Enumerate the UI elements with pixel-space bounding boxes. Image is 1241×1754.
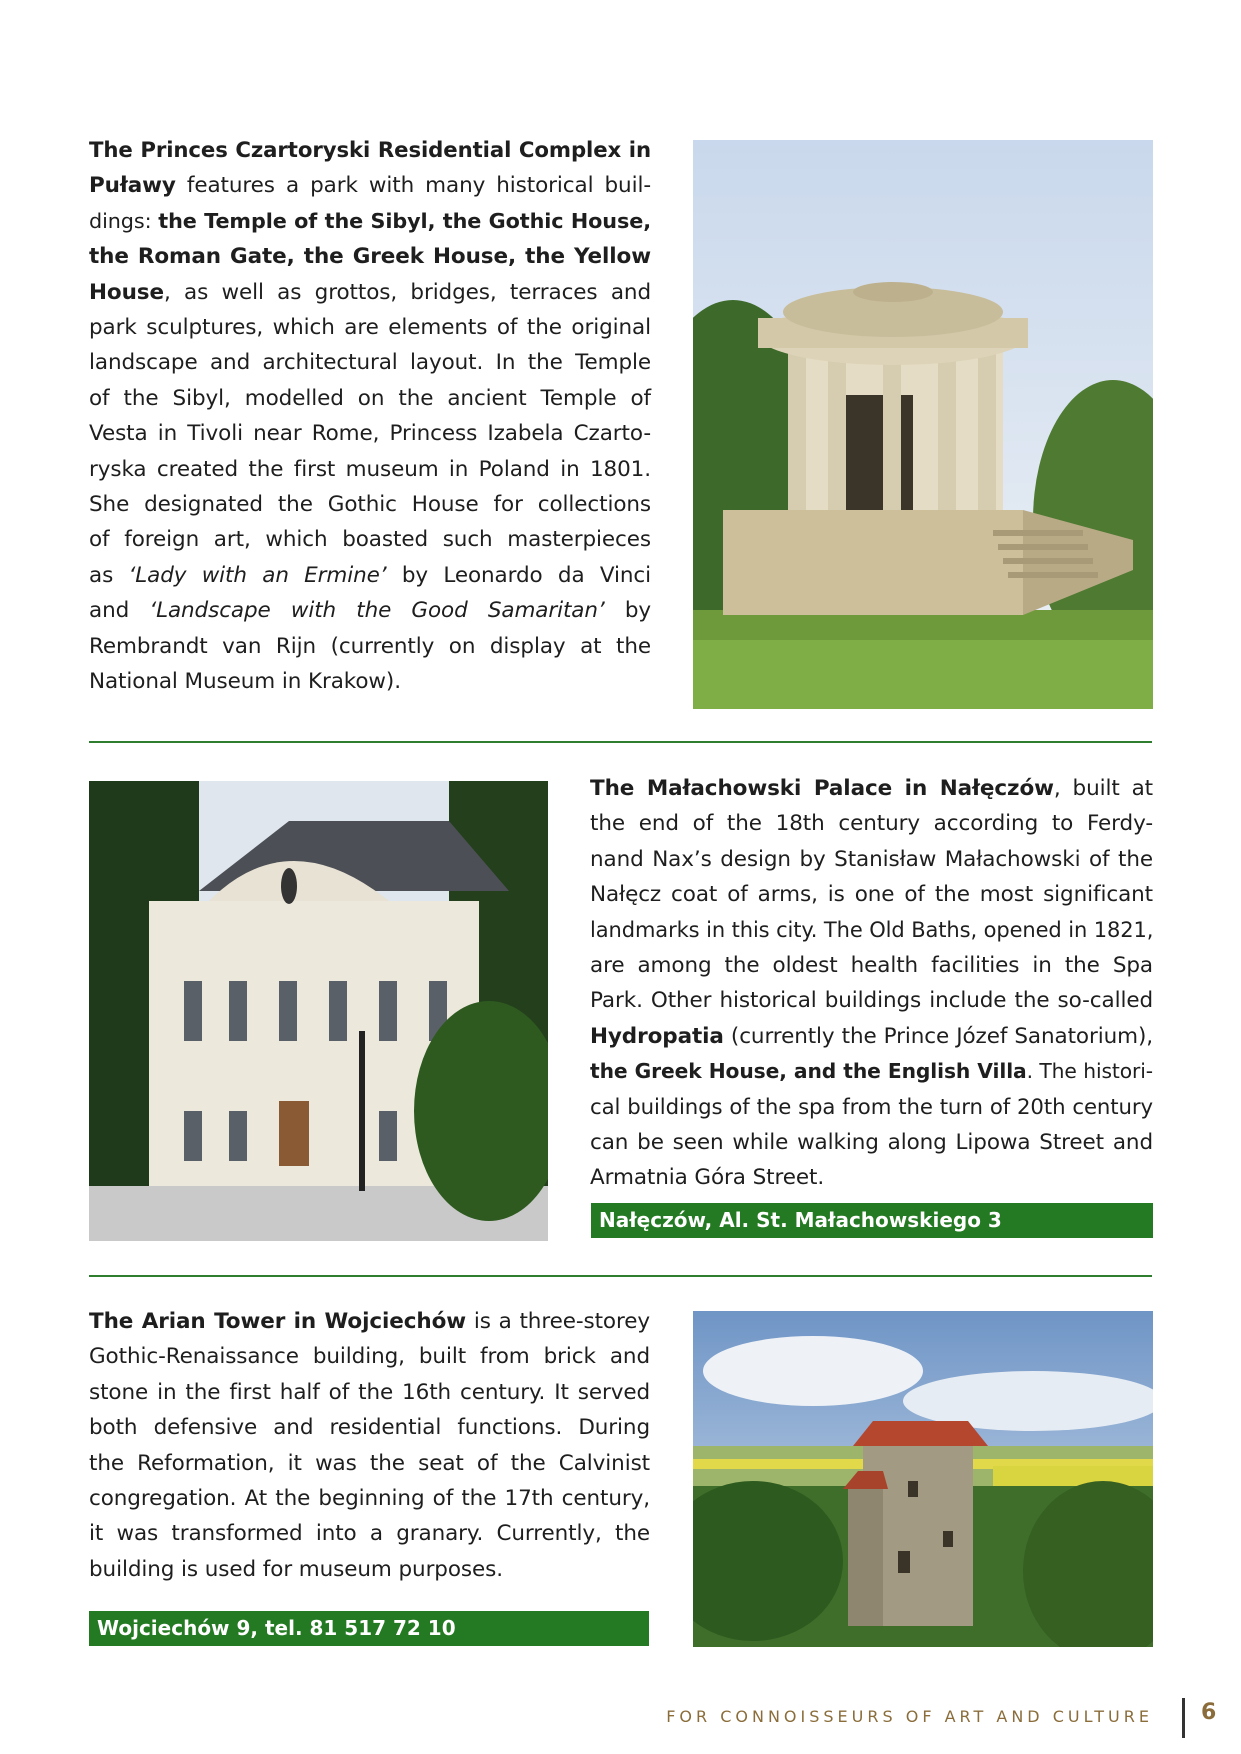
text-segment: by Leonardo da Vinci: [386, 562, 651, 588]
arian-tower-paragraph: [89, 1304, 650, 1587]
text-line: [89, 522, 651, 557]
text-segment: landmarks in this city. The Old Baths, opened in 1821,: [590, 917, 1154, 942]
text-segment: both defensive and residential functions. During: [89, 1415, 650, 1441]
bold-text: the Roman Gate, the Greek House, the Yellow: [89, 244, 651, 270]
section-divider: [89, 1275, 1152, 1277]
text-line: [590, 913, 1153, 948]
text-segment: , as well as grottos, bridges, terraces and: [163, 279, 651, 305]
text-segment: building is used for museum purposes.: [89, 1556, 503, 1582]
text-line: [89, 1410, 650, 1445]
page-number: 6: [1201, 1700, 1217, 1725]
text-segment: is a three-storey: [466, 1309, 650, 1334]
text-line: [590, 1125, 1153, 1160]
text-line: [89, 275, 651, 310]
text-line: [89, 452, 651, 487]
text-line: [89, 1304, 650, 1339]
text-segment: Park. Other historical buildings include the so-called: [590, 988, 1153, 1014]
malachowski-palace-photo: [89, 781, 548, 1241]
text-segment: it was transformed into a granary. Currently, the: [89, 1521, 650, 1547]
text-line: [89, 239, 651, 274]
text-segment: by: [604, 598, 651, 624]
text-segment: and: [89, 598, 150, 624]
text-segment: congregation. At the beginning of the 17th century,: [89, 1486, 650, 1512]
malachowski-palace-paragraph: [590, 771, 1153, 1196]
text-segment: , built at: [1053, 776, 1153, 801]
text-segment: National Museum in Krakow).: [89, 669, 401, 695]
text-segment: the end of the 18th century according to Ferdy-: [590, 811, 1153, 837]
text-segment: dings:: [89, 208, 159, 233]
text-line: [89, 558, 651, 593]
italic-text: ‘Landscape with the Good Samaritan’: [149, 598, 605, 624]
section-divider: [89, 741, 1152, 743]
text-segment: features a park with many historical buil-: [175, 173, 651, 199]
text-segment: nand Nax’s design by Stanisław Małachowski of the: [590, 846, 1153, 872]
text-line: [590, 842, 1153, 877]
text-line: [89, 1516, 650, 1551]
text-line: [89, 133, 651, 168]
text-segment: of foreign art, which boasted such masterpieces: [89, 527, 651, 553]
text-segment: (currently the Prince Józef Sanatorium),: [723, 1023, 1153, 1049]
text-line: [89, 1375, 650, 1410]
temple-of-sibyl-photo: [693, 140, 1153, 709]
arian-tower-photo: [693, 1311, 1153, 1647]
text-segment: Gothic-Renaissance building, built from brick and: [89, 1344, 650, 1370]
text-line: [590, 983, 1153, 1018]
text-segment: cal buildings of the spa from the turn of 20th century: [590, 1094, 1153, 1120]
text-line: [590, 806, 1153, 841]
text-line: [89, 1446, 650, 1481]
text-segment: park sculptures, which are elements of the original: [89, 315, 651, 341]
text-segment: . The histori-: [1026, 1059, 1154, 1084]
malachowski-palace-address: Nałęczów, Al. St. Małachowskiego 3: [591, 1203, 1153, 1238]
text-line: [590, 1090, 1153, 1125]
text-line: [590, 877, 1153, 912]
text-segment: as: [89, 562, 129, 588]
italic-text: ‘Lady with an Ermine’: [128, 562, 387, 588]
text-segment: stone in the first half of the 16th century. It served: [89, 1379, 650, 1405]
text-line: [89, 1552, 650, 1587]
footer-divider: [1182, 1698, 1185, 1738]
text-line: [89, 1481, 650, 1516]
text-line: [590, 948, 1153, 983]
bold-text: The Arian Tower in Wojciechów: [89, 1309, 467, 1334]
text-segment: landscape and architectural layout. In the Temple: [89, 350, 651, 376]
text-segment: Armatnia Góra Street.: [590, 1165, 825, 1191]
text-segment: Vesta in Tivoli near Rome, Princess Izabela Czarto-: [89, 421, 651, 447]
text-line: [89, 204, 651, 239]
text-line: [89, 629, 651, 664]
text-line: [89, 664, 651, 699]
text-line: [89, 487, 651, 522]
temple-of-sibyl-paragraph: [89, 133, 651, 700]
text-segment: can be seen while walking along Lipowa Street and: [590, 1130, 1153, 1156]
text-line: [590, 1160, 1153, 1195]
footer-caption: FOR CONNOISSEURS OF ART AND CULTURE: [666, 1707, 1153, 1726]
text-segment: ryska created the first museum in Poland in 1801.: [89, 456, 651, 482]
text-line: [89, 310, 651, 345]
bold-text: The Princes Czartoryski Residential Complex in: [89, 138, 651, 163]
bold-text: the Greek House, and the English Villa: [590, 1059, 1027, 1084]
bold-text: Hydropatia: [590, 1023, 724, 1049]
text-line: [89, 1339, 650, 1374]
text-line: [590, 1054, 1153, 1089]
text-segment: Rembrandt van Rijn (currently on display at the: [89, 633, 651, 659]
text-segment: Nałęcz coat of arms, is one of the most significant: [590, 882, 1153, 908]
text-segment: the Reformation, it was the seat of the Calvinist: [89, 1450, 650, 1476]
bold-text: The Małachowski Palace in Nałęczów: [590, 776, 1054, 801]
text-line: [590, 1019, 1153, 1054]
text-line: [590, 771, 1153, 806]
text-segment: are among the oldest health facilities in the Spa: [590, 953, 1153, 979]
arian-tower-address: Wojciechów 9, tel. 81 517 72 10: [89, 1611, 649, 1646]
text-segment: of the Sibyl, modelled on the ancient Temple of: [89, 385, 651, 411]
bold-text: Puławy: [89, 173, 176, 199]
text-line: [89, 345, 651, 380]
text-line: [89, 168, 651, 203]
bold-text: the Temple of the Sibyl, the Gothic House,: [158, 208, 651, 233]
bold-text: House: [89, 279, 164, 305]
text-segment: She designated the Gothic House for collections: [89, 492, 651, 518]
text-line: [89, 593, 651, 628]
text-line: [89, 381, 651, 416]
text-line: [89, 416, 651, 451]
